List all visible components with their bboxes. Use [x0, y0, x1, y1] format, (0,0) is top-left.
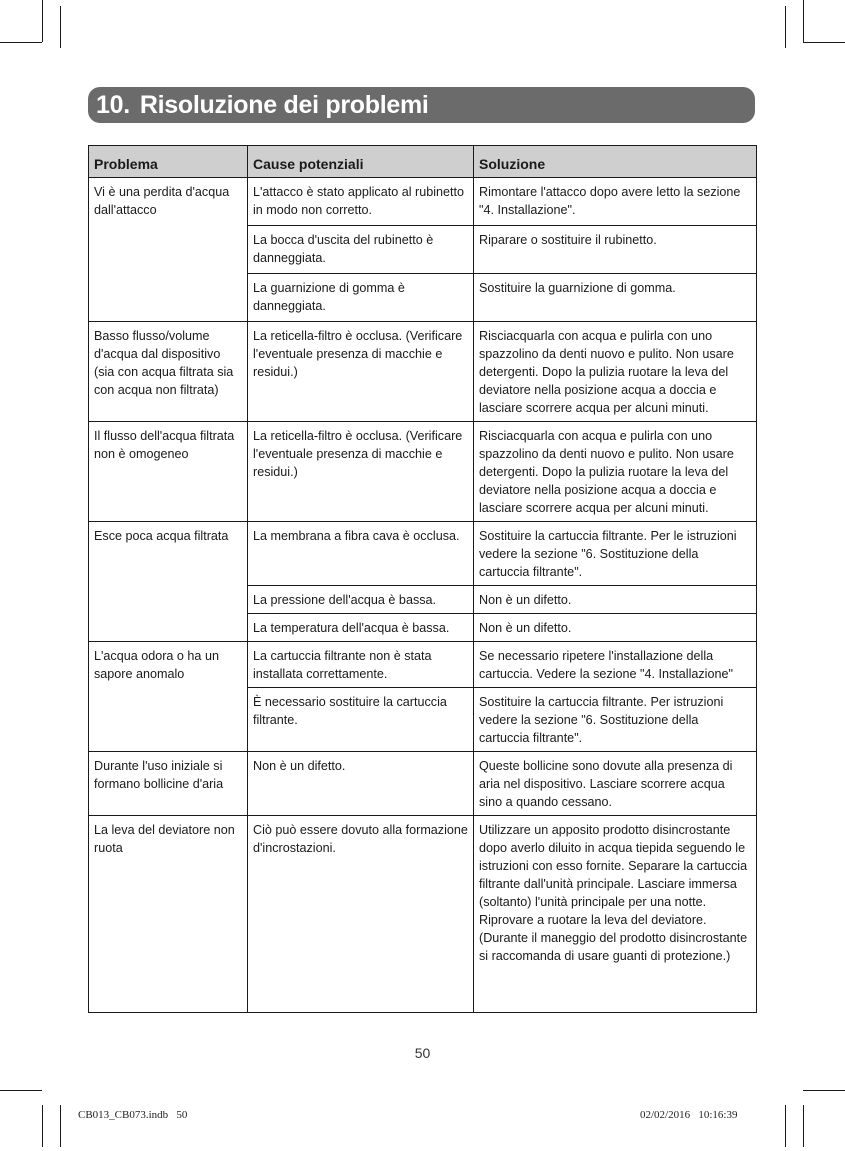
cause-cell: È necessario sostituire la cartuccia filtrante.	[248, 688, 474, 752]
troubleshooting-table	[88, 145, 757, 1013]
problem-cell: Il flusso dell'acqua filtrata non è omogeneo	[89, 422, 248, 522]
table-row	[89, 322, 757, 422]
page-number: 50	[414, 1045, 431, 1061]
footer-timestamp: 02/02/2016 10:16:39	[640, 1109, 738, 1121]
table-row	[89, 422, 757, 522]
section-number: 10.	[96, 90, 130, 119]
problem-cell: Durante l'uso iniziale si formano bollicine d'aria	[89, 752, 248, 816]
problem-cell: Vi è una perdita d'acqua dall'attacco	[89, 178, 248, 322]
cause-cell: La pressione dell'acqua è bassa.	[248, 586, 474, 614]
crop-mark	[785, 6, 786, 48]
footer-file-info: CB013_CB073.indb 50	[78, 1109, 188, 1121]
crop-mark	[0, 42, 42, 43]
crop-mark	[803, 0, 804, 42]
solution-cell: Sostituire la cartuccia filtrante. Per le istruzioni vedere la sezione "6. Sostituzione della cartuccia filtrante".	[474, 522, 757, 586]
solution-cell: Non è un difetto.	[474, 586, 757, 614]
cause-cell: La cartuccia filtrante non è stata installata correttamente.	[248, 642, 474, 688]
table-row	[89, 752, 757, 816]
solution-cell: Sostituire la cartuccia filtrante. Per istruzioni vedere la sezione "6. Sostituzione della cartuccia filtrante".	[474, 688, 757, 752]
crop-mark	[0, 1090, 42, 1091]
solution-cell: Riparare o sostituire il rubinetto.	[474, 226, 757, 274]
solution-cell: Se necessario ripetere l'installazione della cartuccia. Vedere la sezione "4. Installazione"	[474, 642, 757, 688]
solution-cell: Queste bollicine sono dovute alla presenza di aria nel dispositivo. Lasciare scorrere acqua sino a quando cessano.	[474, 752, 757, 816]
problem-cell: Basso flusso/volume d'acqua dal dispositivo (sia con acqua filtrata sia con acqua non filtrata)	[89, 322, 248, 422]
crop-mark	[785, 1105, 786, 1147]
table-row	[89, 178, 757, 226]
problem-cell: Esce poca acqua filtrata	[89, 522, 248, 642]
table-header-row	[89, 146, 757, 178]
cause-cell: La temperatura dell'acqua è bassa.	[248, 614, 474, 642]
cause-cell: Non è un difetto.	[248, 752, 474, 816]
table-row	[89, 816, 757, 1013]
header-causes: Cause potenziali	[248, 146, 474, 178]
solution-cell: Risciacquarla con acqua e pulirla con uno spazzolino da denti nuovo e pulito. Non usare detergenti. Dopo la pulizia ruotare la leva del deviatore nella posizione acqua a doccia e lasciare scorrere acqua per alcuni minuti.	[474, 422, 757, 522]
problem-cell: L'acqua odora o ha un sapore anomalo	[89, 642, 248, 752]
solution-cell: Risciacquarla con acqua e pulirla con uno spazzolino da denti nuovo e pulito. Non usare detergenti. Dopo la pulizia ruotare la leva del deviatore nella posizione acqua a doccia e lasciare scorrere acqua per alcuni minuti.	[474, 322, 757, 422]
solution-cell: Non è un difetto.	[474, 614, 757, 642]
crop-mark	[42, 0, 43, 42]
section-title-bar	[88, 87, 755, 123]
cause-cell: La guarnizione di gomma è danneggiata.	[248, 274, 474, 322]
header-problem: Problema	[89, 146, 248, 178]
crop-mark	[803, 1090, 845, 1091]
cause-cell: La reticella-filtro è occlusa. (Verificare l'eventuale presenza di macchie e residui.)	[248, 422, 474, 522]
crop-mark	[60, 6, 61, 48]
header-solution: Soluzione	[474, 146, 757, 178]
cause-cell: L'attacco è stato applicato al rubinetto in modo non corretto.	[248, 178, 474, 226]
problem-cell: La leva del deviatore non ruota	[89, 816, 248, 1013]
table-row	[89, 642, 757, 688]
solution-cell: Utilizzare un apposito prodotto disincrostante dopo averlo diluito in acqua tiepida seguendo le istruzioni con esso fornite. Separare la cartuccia filtrante dall'unità principale. Lasciare immersa (soltanto) l'unità principale per una notte. Riprovare a ruotare la leva del deviatore. (Durante il maneggio del prodotto disincrostante si raccomanda di usare guanti di protezione.)	[474, 816, 757, 1013]
table-row	[89, 522, 757, 586]
solution-cell: Rimontare l'attacco dopo avere letto la sezione "4. Installazione".	[474, 178, 757, 226]
solution-cell: Sostituire la guarnizione di gomma.	[474, 274, 757, 322]
cause-cell: Ciò può essere dovuto alla formazione d'incrostazioni.	[248, 816, 474, 1013]
cause-cell: La membrana a fibra cava è occlusa.	[248, 522, 474, 586]
crop-mark	[60, 1105, 61, 1147]
crop-mark	[803, 1105, 804, 1147]
crop-mark	[42, 1105, 43, 1147]
cause-cell: La bocca d'uscita del rubinetto è danneggiata.	[248, 226, 474, 274]
section-title: Risoluzione dei problemi	[139, 90, 429, 119]
crop-mark	[803, 42, 845, 43]
cause-cell: La reticella-filtro è occlusa. (Verificare l'eventuale presenza di macchie e residui.)	[248, 322, 474, 422]
